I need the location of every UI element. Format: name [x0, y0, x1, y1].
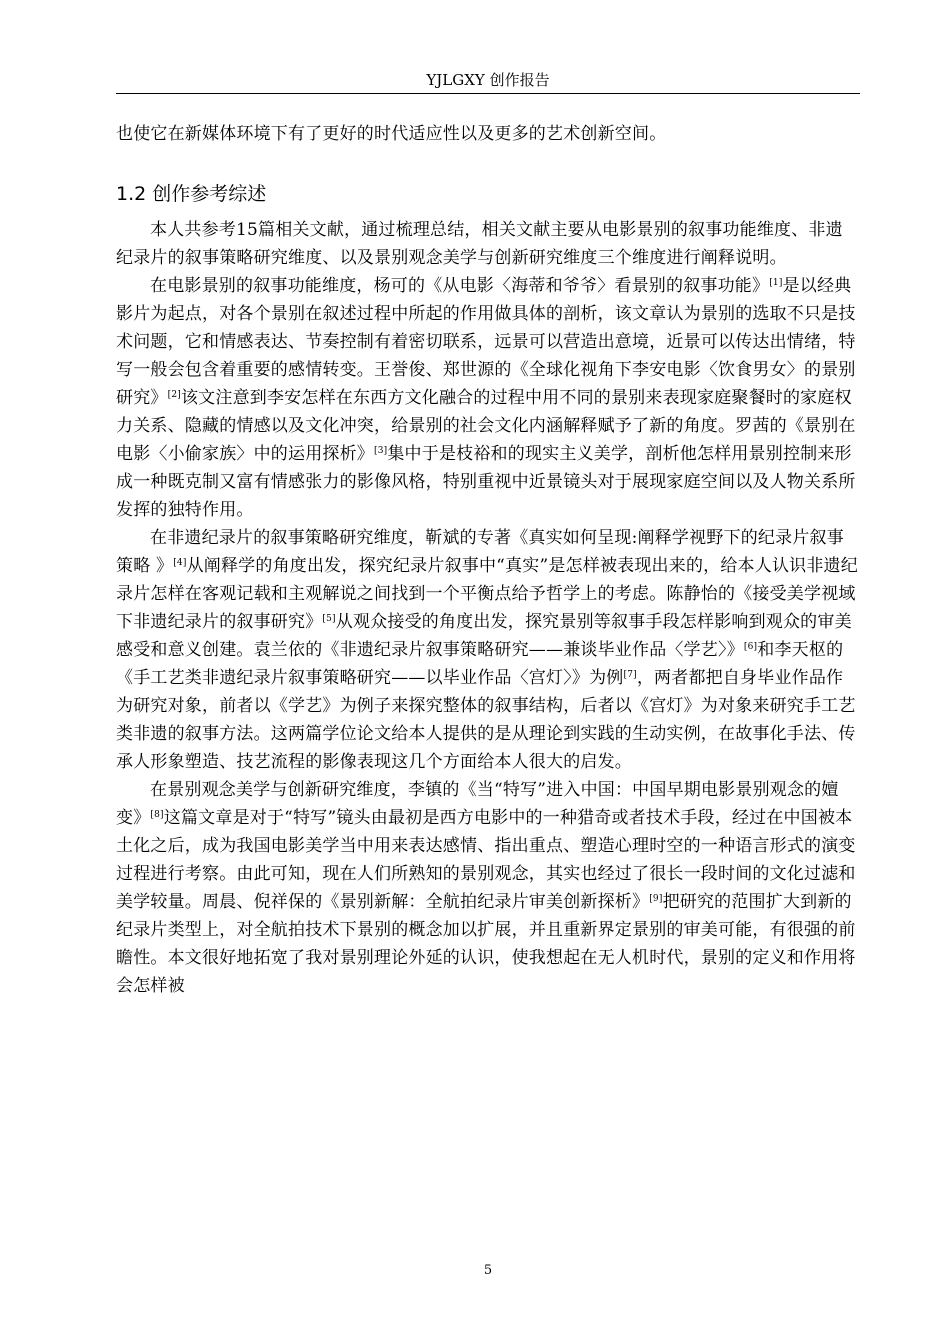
citation-8: [8]: [150, 810, 164, 820]
citation-1: [1]: [769, 278, 783, 288]
header-divider: [116, 93, 860, 94]
citation-3: [3]: [374, 446, 388, 456]
page-number: 5: [483, 1263, 493, 1278]
paragraph-text: 这篇文章是对于“特写”镜头由最初是西方电影中的一种猎奇或者技术手段，经过在中国被本土化之后，成为我国电影美学当中用来表达感情、指出重点、塑造心理时空的一种语言形式的演变过程进行考察。由此可知，现在人们所熟知的景别观念，其实也经过了很长一段时间的文化过滤和美学较量。周晨、倪祥保的《景别新解：全航拍纪录片审美创新探析》: [116, 808, 856, 912]
paragraph-text: 在非遗纪录片的叙事策略研究维度，靳斌的专著《真实如何呈现:阐释学视野下的纪录片叙事策略 》: [116, 528, 844, 576]
citation-2: [2]: [167, 390, 181, 400]
paragraph-text: 把研究的范围扩大到新的纪录片类型上，对全航拍技术下景别的概念加以扩展，并且重新界定景别的审美可能，有很强的前瞻性。本文很好地拓宽了我对景别理论外延的认识，使我想起在无人机时代，景别的定义和作用将会怎样被: [116, 892, 856, 996]
continuation-paragraph: 也使它在新媒体环境下有了更好的时代适应性以及更多的艺术创新空间。: [116, 124, 667, 144]
paragraph-text: 是以经典影片为起点，对各个景别在叙述过程中所起的作用做具体的剖析，该文章认为景别的选取不只是技术问题，它和情感表达、节奏控制有着密切联系，远景可以营造出意境，近景可以传达出情绪，特写一般会包含着重要的感情转变。王誉俊、郑世源的《全球化视角下李安电影〈饮食男女〉的景别研究》: [116, 276, 856, 408]
section-heading: 1.2 创作参考综述: [116, 183, 267, 205]
paragraph-text: 该文注意到李安怎样在东西方文化融合的过程中用不同的景别来表现家庭聚餐时的家庭权力关系、隐藏的情感以及文化冲突，给景别的社会文化内涵解释赋予了新的角度。罗茜的《景别在电影〈小偷家族〉中的运用探析》: [116, 388, 856, 464]
report-header: YJLGXY 创作报告: [426, 71, 550, 89]
paragraph-text: 在景别观念美学与创新研究维度，李镇的《当“特写”进入中国：中国早期电影景别观念的嬗变》: [116, 780, 839, 828]
paragraph-aesthetics: [116, 776, 860, 1000]
paragraph-narrative-function: [116, 272, 860, 524]
paragraph-text: 和李天枢的《手工艺类非遗纪录片叙事策略研究——以毕业作品〈宫灯〉》为例: [116, 640, 844, 688]
paragraph-narrative-strategy: [116, 524, 860, 776]
citation-7: [7]: [623, 670, 637, 680]
paragraph-text: 从阐释学的角度出发，探究纪录片叙事中“真实”是怎样被表现出来的，给本人认识非遗纪录片怎样在客观记载和主观解说之间找到一个平衡点给予哲学上的考虑。陈静怡的《接受美学视域下非遗纪录片的叙事研究》: [116, 556, 858, 632]
paragraph-text: 集中于是枝裕和的现实主义美学，剖析他怎样用景别控制来形成一种既克制又富有情感张力的影像风格，特别重视中近景镜头对于展现家庭空间以及人物关系所发挥的独特作用。: [116, 444, 856, 520]
page-body: [116, 120, 860, 1000]
paragraph-text: ，两者都把自身毕业作品作为研究对象，前者以《学艺》为例子来探究整体的叙事结构，后者以《宫灯》为对象来研究手工艺类非遗的叙事方法。这两篇学位论文给本人提供的是从理论到实践的生动实例，在故事化手法、传承人形象塑造、技艺流程的影像表现这几个方面给本人很大的启发。: [116, 668, 856, 772]
citation-9: [9]: [649, 894, 663, 904]
citation-5: [5]: [322, 614, 336, 624]
citation-6: [6]: [743, 642, 758, 652]
paragraph-text: 在电影景别的叙事功能维度，杨可的《从电影〈海蒂和爷爷〉看景别的叙事功能》: [150, 276, 770, 296]
citation-4: [4]: [173, 558, 187, 568]
paragraph-overview: 本人共参考15篇相关文献，通过梳理总结，相关文献主要从电影景别的叙事功能维度、非遗纪录片的叙事策略研究维度、以及景别观念美学与创新研究维度三个维度进行阐释说明。: [116, 220, 843, 268]
paragraph-text: 从观众接受的角度出发，探究景别等叙事手段怎样影响到观众的审美感受和意义创建。袁兰依的《非遗纪录片叙事策略研究——兼谈毕业作品〈学艺〉》: [116, 612, 852, 660]
